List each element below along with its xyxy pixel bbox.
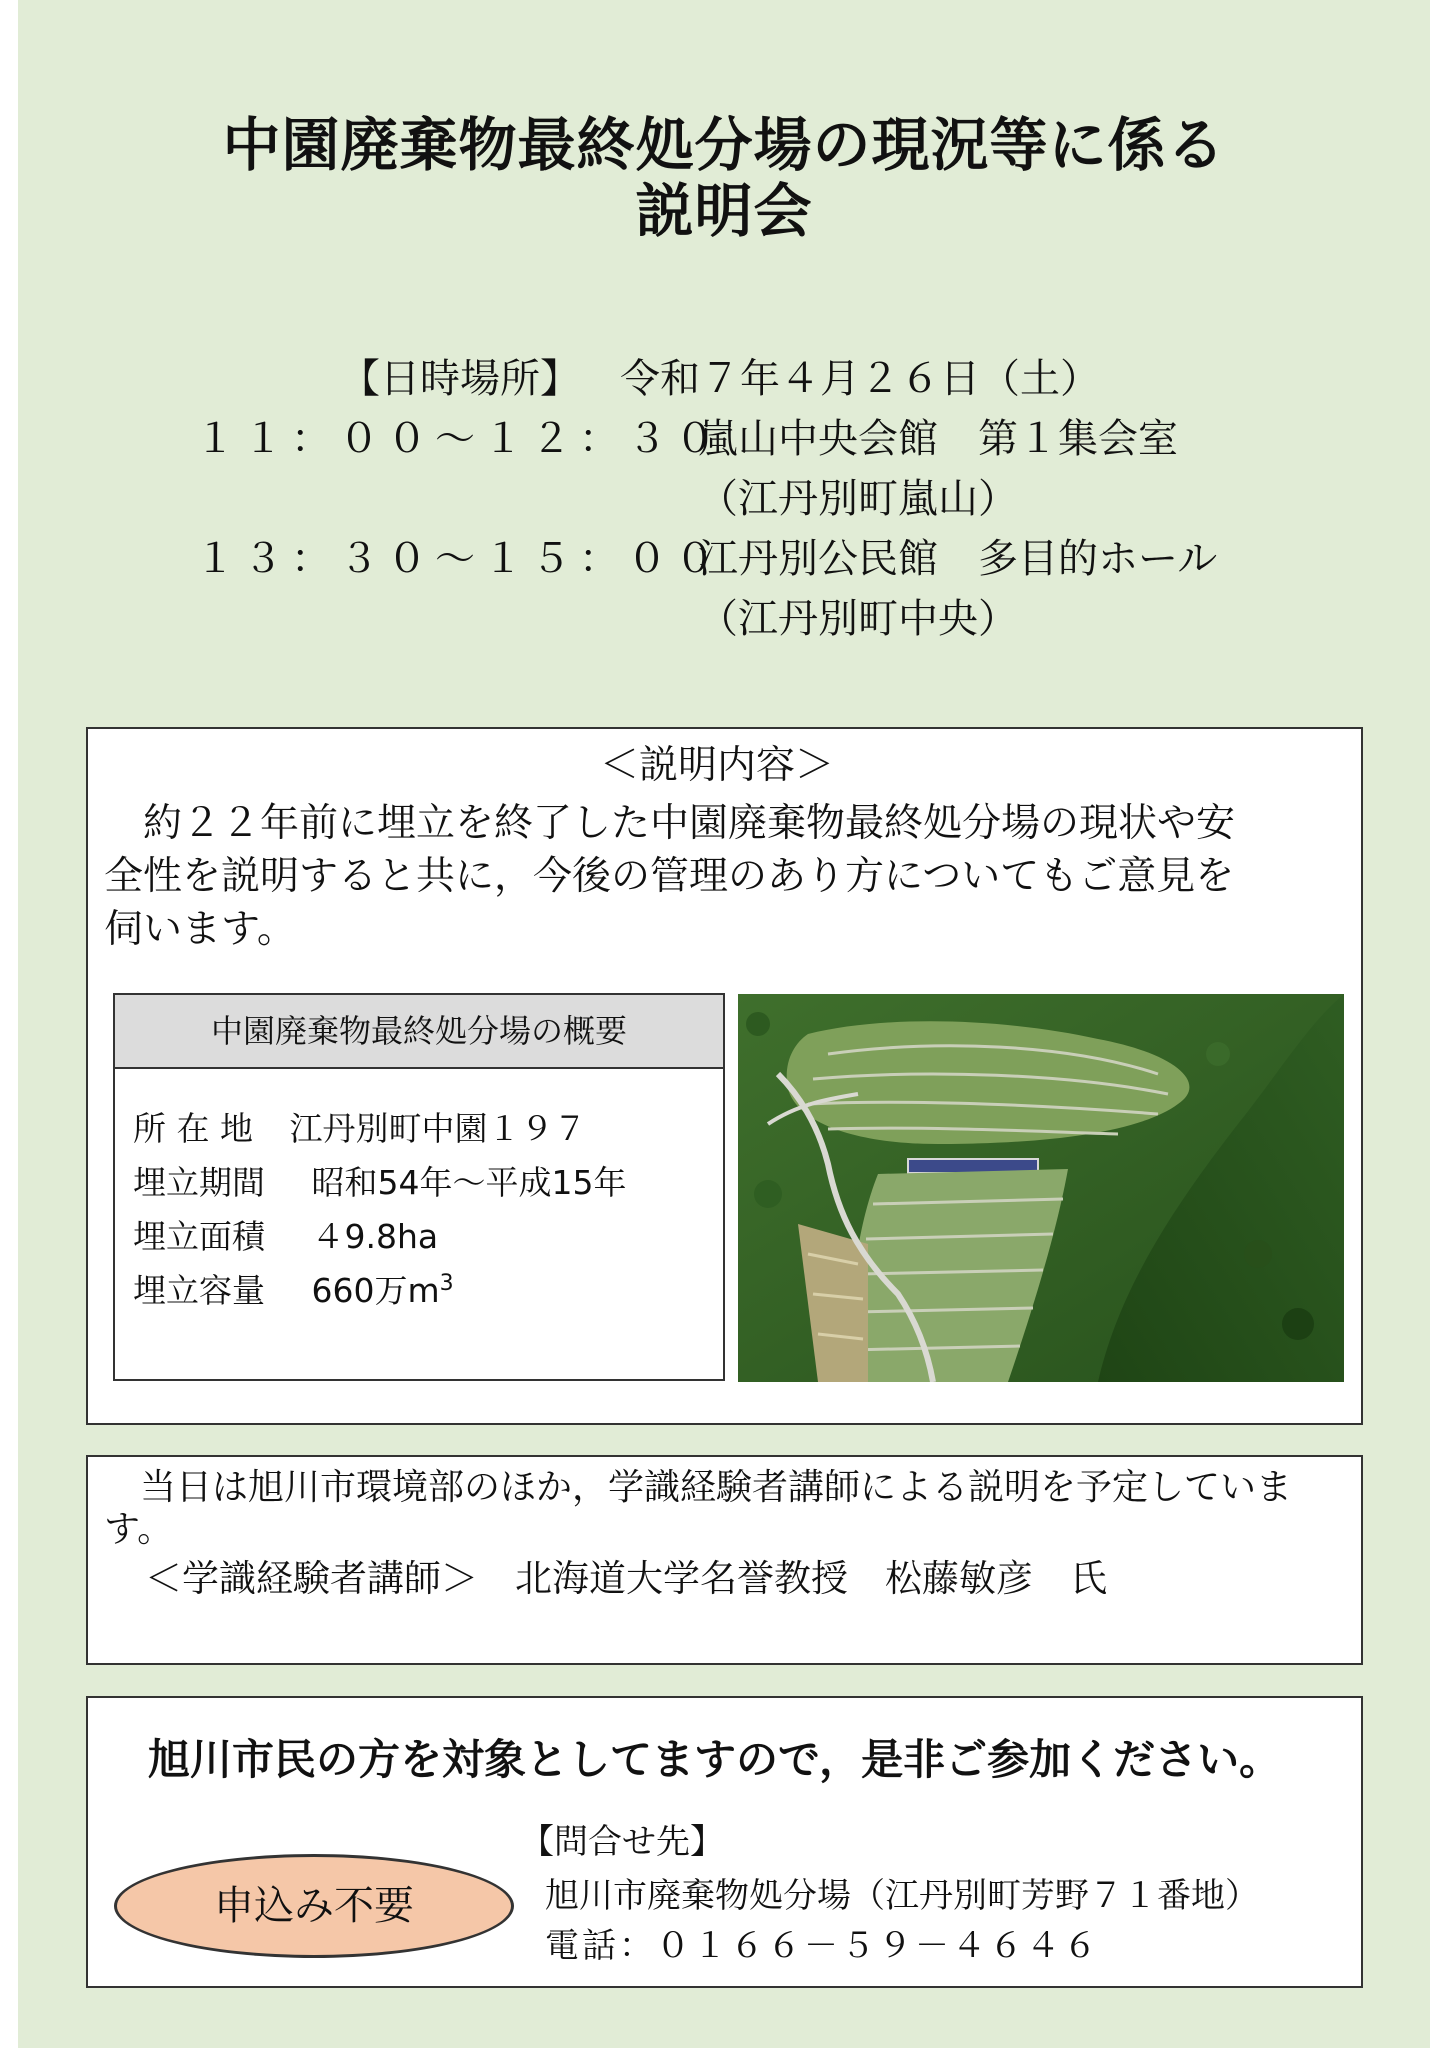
speakers-name: 北海道大学名誉教授 松藤敏彦 氏 <box>515 1557 1107 1600</box>
speakers-label: ＜学識経験者講師＞ <box>145 1557 478 1600</box>
row-value-superscript: 3 <box>439 1271 454 1296</box>
contact-organization: 旭川市廃棄物処分場（江丹別町芳野７１番地） <box>545 1876 1259 1916</box>
overview-heading: 中園廃棄物最終処分場の概要 <box>115 995 723 1069</box>
title-line-2: 説明会 <box>635 177 813 245</box>
session-2-time: １３：３０～１５：００ <box>195 536 723 582</box>
overview-row-volume <box>133 1265 454 1312</box>
speakers-line-1: 当日は旭川市環境部のほか，学識経験者講師による説明を予定していま <box>104 1467 1293 1508</box>
row-value: 660万m <box>311 1271 440 1310</box>
row-label: 埋立面積 <box>133 1217 265 1256</box>
overview-table <box>113 993 725 1381</box>
aerial-landfill-photo-icon <box>738 994 1344 1382</box>
title-line-1: 中園廃棄物最終処分場の現況等に係る <box>222 111 1226 179</box>
row-label: 埋立期間 <box>133 1163 265 1202</box>
row-value: 江丹別町中園１９７ <box>289 1109 587 1148</box>
overview-row-location <box>133 1103 586 1150</box>
contact-label: 【問合せ先】 <box>520 1822 724 1862</box>
content-heading: ＜説明内容＞ <box>600 743 835 788</box>
schedule-date: 令和７年４月２６日（土） <box>620 356 1100 402</box>
session-2-area: （江丹別町中央） <box>698 596 1018 642</box>
session-1-venue: 嵐山中央会館 第１集会室 <box>698 416 1178 462</box>
overview-row-period <box>133 1157 626 1204</box>
content-line-1: 約２２年前に埋立を終了した中園廃棄物最終処分場の現状や安 <box>104 801 1236 846</box>
speakers-line-2: す。 <box>104 1509 174 1550</box>
session-2-venue: 江丹別公民館 多目的ホール <box>698 536 1218 582</box>
invite-text: 旭川市民の方を対象としてますので，是非ご参加ください。 <box>148 1735 1282 1784</box>
no-application-badge: 申込み不要 <box>114 1854 514 1958</box>
row-value: 昭和54年～平成15年 <box>311 1163 627 1202</box>
content-line-2: 全性を説明すると共に，今後の管理のあり方についてもご意見を <box>104 854 1235 899</box>
session-1-time: １１：００～１２：３０ <box>195 416 723 462</box>
row-label: 所 在 地 <box>133 1109 253 1148</box>
overview-row-area <box>133 1211 438 1258</box>
row-value: ４9.8ha <box>311 1217 439 1256</box>
content-line-3: 伺います。 <box>104 907 296 952</box>
contact-phone: 電話：０１６６－５９－４６４６ <box>545 1926 1100 1966</box>
schedule-label: 【日時場所】 <box>340 356 580 402</box>
row-label: 埋立容量 <box>133 1271 265 1310</box>
page-title <box>0 112 1448 244</box>
session-1-area: （江丹別町嵐山） <box>698 476 1018 522</box>
